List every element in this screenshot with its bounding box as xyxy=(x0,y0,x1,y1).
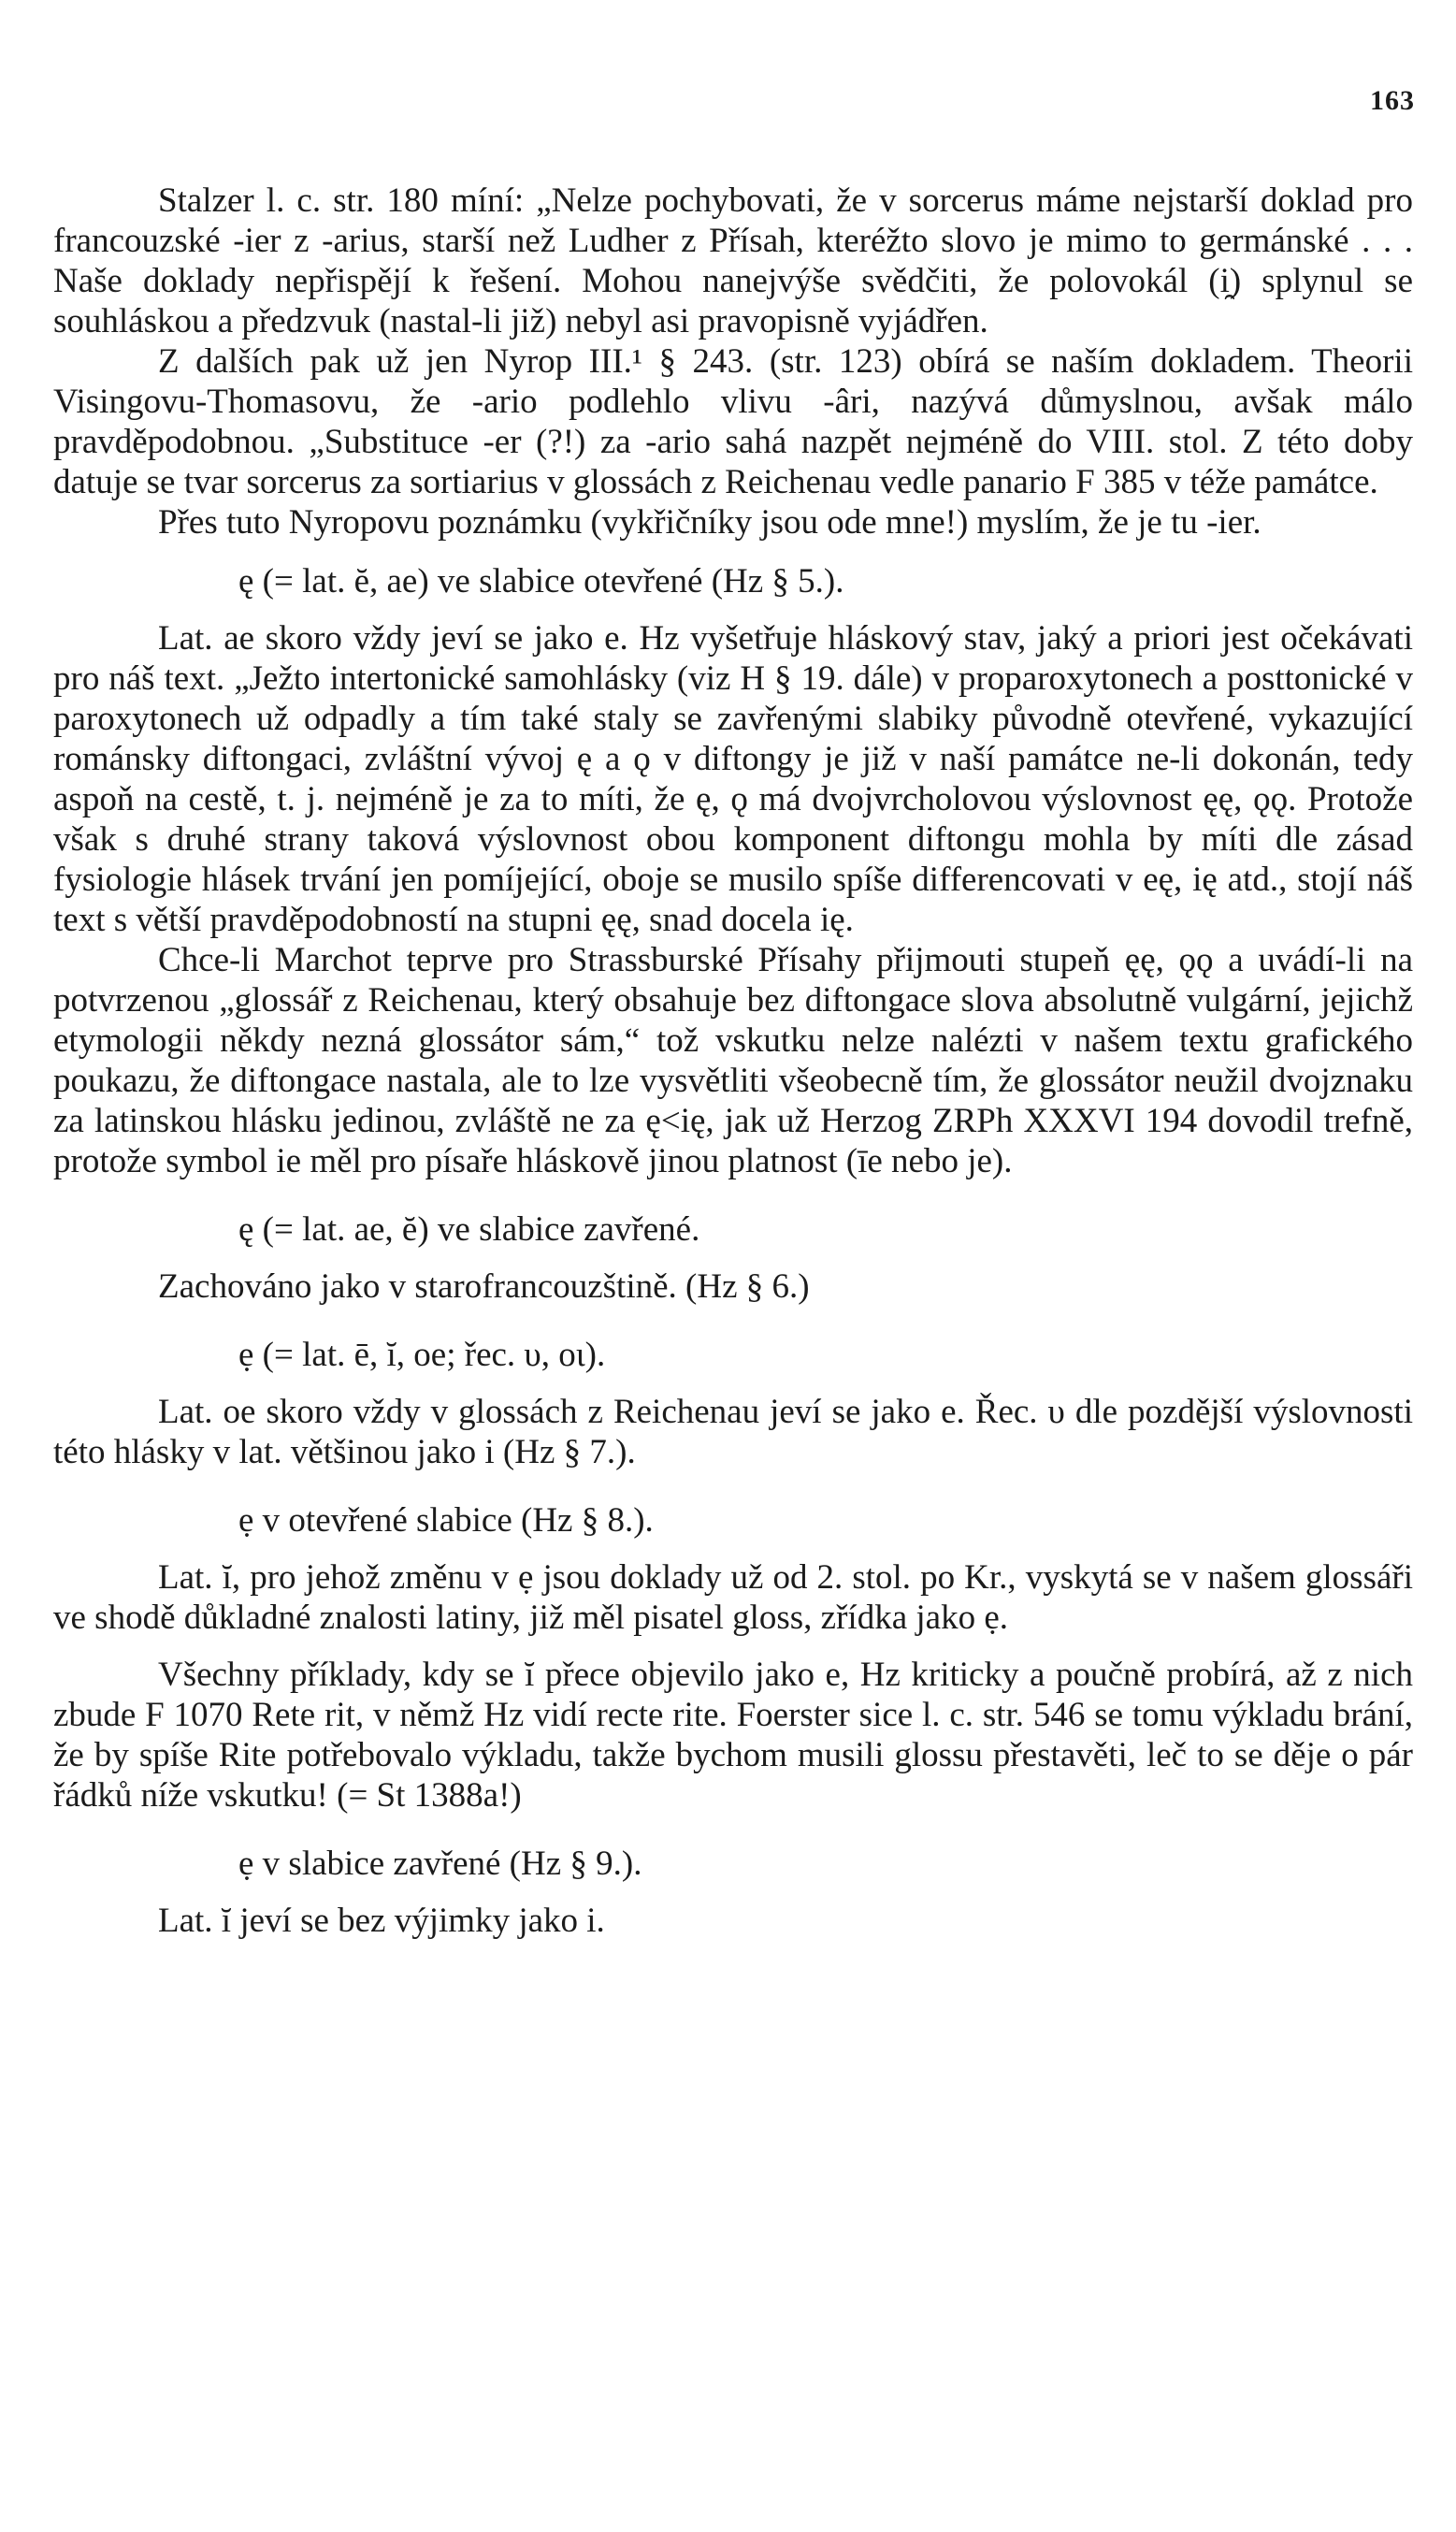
text-body xyxy=(53,181,1413,1941)
paragraph-nyrop-remark: Přes tuto Nyropovu poznámku (vykřičníky jsou ode mne!) myslím, že je tu -ier. xyxy=(158,503,1261,542)
paragraph-nyrop: Z dalších pak už jen Nyrop III.¹ § 243. (str. 123) obírá se naším dokladem. Theorii Visingovu-Thomasovu, že -ario podlehlo vlivu -âri, nazývá důmyslnou, avšak málo pravděpodobnou. „Substituce -er (?!) za -ario sahá nazpět nejméně do VIII. stol. Z této doby datuje se tvar sorcerus za sortiarius v glossách z Reichenau vedle panario F 385 v téže památce. xyxy=(53,342,1413,501)
section-heading-open-e-open-syllable: ę (= lat. ĕ, ae) ve slabice otevřené (Hz § 5.). xyxy=(238,562,844,600)
paragraph-lat-short-i: Lat. ĭ, pro jehož změnu v ẹ jsou doklady už od 2. stol. po Kr., vyskytá se v našem glossáři ve shodě důkladné znalosti latiny, již měl pisatel gloss, zřídka jako ẹ. xyxy=(53,1558,1413,1637)
section-heading-closed-e: ẹ (= lat. ē, ĭ, oe; řec. υ, οι). xyxy=(238,1336,606,1374)
paragraph-lat-ae: Lat. ae skoro vždy jeví se jako e. Hz vyšetřuje hláskový stav, jaký a priori jest očekávati pro náš text. „Ježto intertonické samohlásky (viz H § 19. dále) v proparoxytonech a posttonické v paroxytonech už odpadly a tím také staly se zavřenými slabiky původně otevřené, vykazující románsky diftongaci, zvláštní vývoj ę a ǫ v diftongy je již v naší památce ne-li dokonán, tedy aspoň na cestě, t. j. nejméně je za to míti, že ę, ǫ má dvojvrcholovou výslovnost ęę, ǫǫ. Protože však s druhé strany taková výslovnost obou komponent diftongu mohla by míti dle zásad fysiologie hlásek trvání jen pomíjející, oboje se musilo spíše differencovati v eę, ię atd., stojí náš text s větší pravděpodobností na stupni ęę, snad docela ię. xyxy=(53,619,1413,939)
section-heading-closed-e-open-syllable: ẹ v otevřené slabice (Hz § 8.). xyxy=(238,1501,654,1540)
paragraph-stalzer: Stalzer l. c. str. 180 míní: „Nelze pochybovati, že v sorcerus máme nejstarší doklad pro francouzské -ier z -arius, starší než Ludher z Přísah, kteréžto slovo je mimo to germánské . . . Naše doklady nepřispějí k řešení. Mohou nanejvýše svědčiti, že polovokál (i̯) splynul se souhláskou a předzvuk (nastal-li již) nebyl asi pravopisně vyjádřen. xyxy=(53,181,1413,340)
paragraph-lat-i-exception: Lat. ĭ jeví se bez výjimky jako i. xyxy=(158,1902,605,1940)
section-heading-open-e-closed-syllable: ę (= lat. ae, ĕ) ve slabice zavřené. xyxy=(238,1210,700,1249)
paragraph-preserved: Zachováno jako v starofrancouzštině. (Hz § 6.) xyxy=(158,1267,810,1306)
paragraph-examples: Všechny příklady, kdy se ĭ přece objevilo jako e, Hz kriticky a poučně probírá, až z nich zbude F 1070 Rete rit, v němž Hz vidí recte rite. Foerster sice l. c. str. 546 se tomu výkladu brání, že by spíše Rite potřebovalo výkladu, takže bychom musili glossu přestavěti, leč to se děje o pár řádků níže vskutku! (= St 1388a!) xyxy=(53,1656,1413,1815)
section-heading-closed-e-closed-syllable: ẹ v slabice zavřené (Hz § 9.). xyxy=(238,1845,642,1883)
paragraph-marchot: Chce-li Marchot teprve pro Strassburské Přísahy přijmouti stupeň ęę, ǫǫ a uvádí-li na potvrzenou „glossář z Reichenau, který obsahuje bez diftongace slova absolutně vulgární, jejichž etymologii někdy nezná glossátor sám,“ tož vskutku nelze nalézti v našem textu grafického poukazu, že diftongace nastala, ale to lze vysvětliti všeobecně tím, že glossátor neužil dvojznaku za latinskou hlásku jedinou, zvláště ne za ę<ię, jak už Herzog ZRPh XXXVI 194 dovodil trefně, protože symbol ie měl pro písaře hláskově jinou platnost (īe nebo je). xyxy=(53,941,1413,1180)
page-number: 163 xyxy=(1370,85,1415,116)
paragraph-lat-oe: Lat. oe skoro vždy v glossách z Reichenau jeví se jako e. Řec. υ dle pozdější výslovnosti této hlásky v lat. většinou jako i (Hz § 7.). xyxy=(53,1393,1413,1471)
